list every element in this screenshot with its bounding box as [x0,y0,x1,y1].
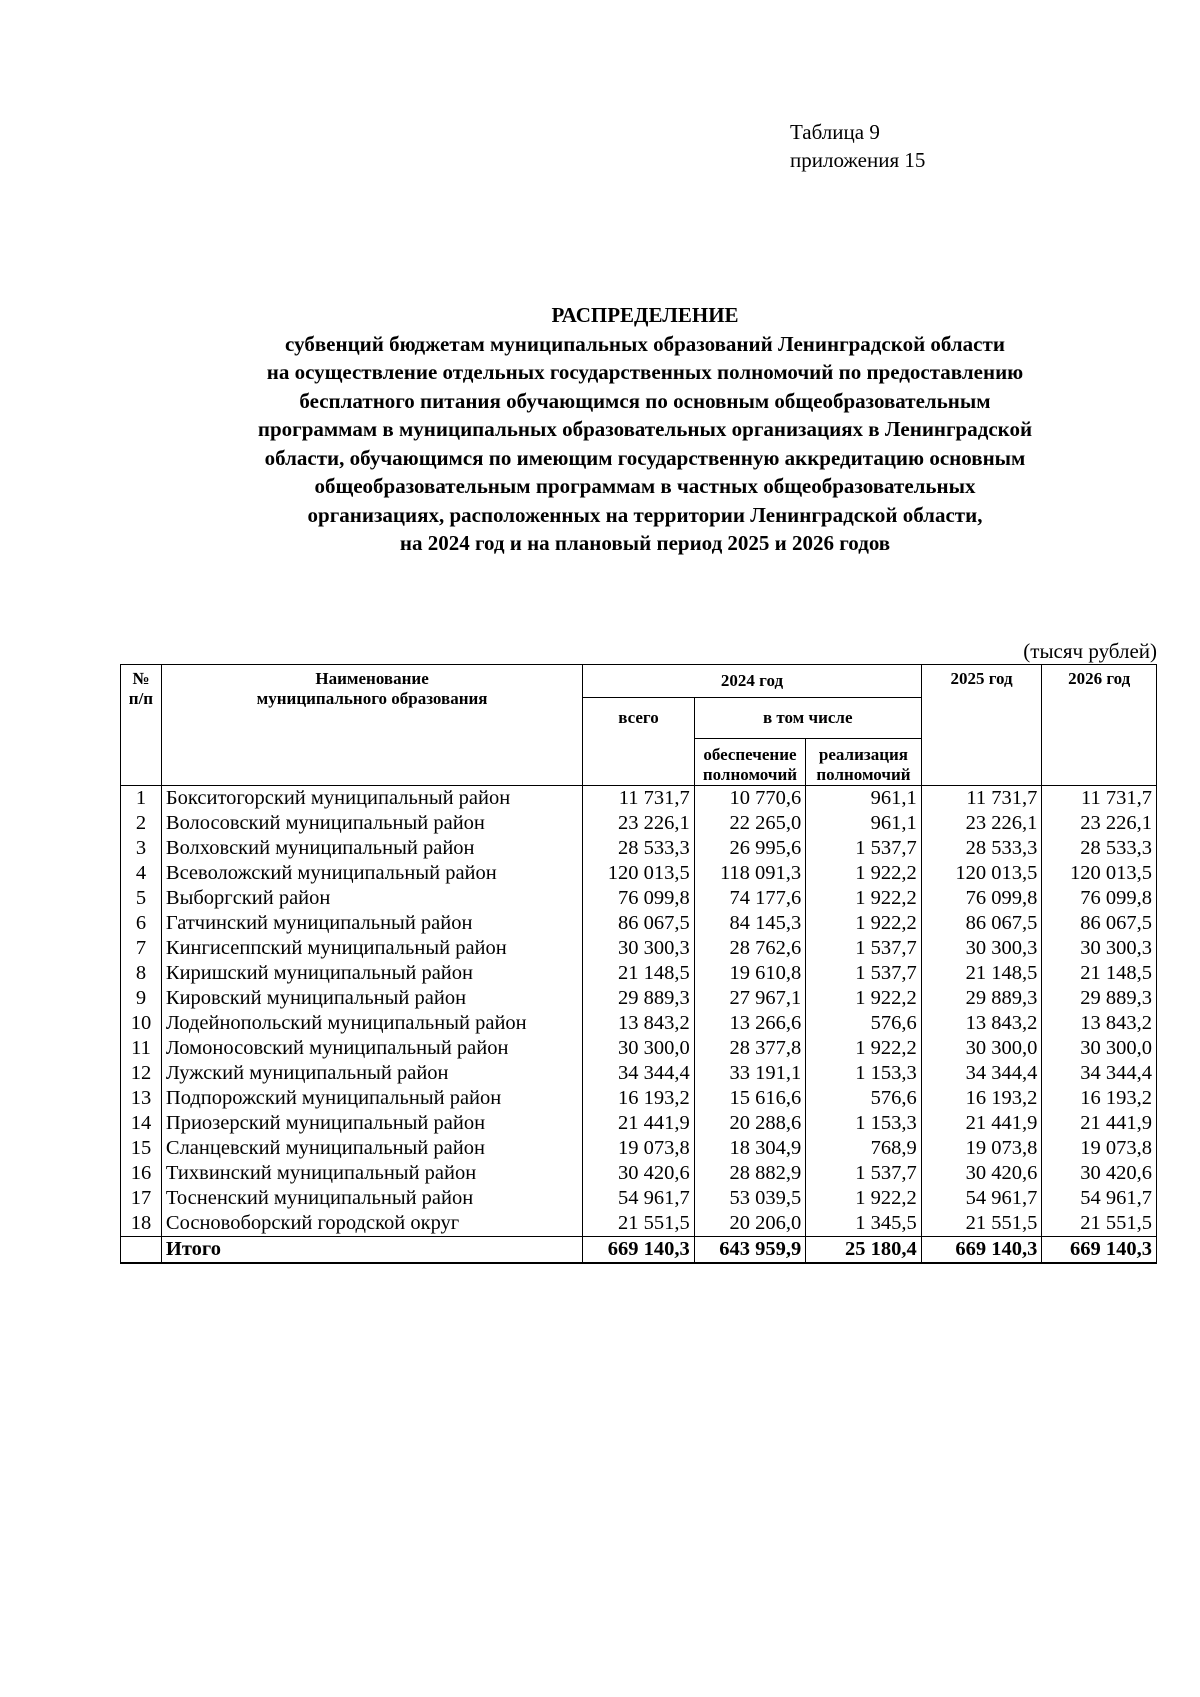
value-implementation-2024: 961,1 [806,811,922,836]
value-provision-2024: 28 377,8 [694,1036,805,1061]
header-number [121,665,162,786]
value-total-2024: 54 961,7 [583,1186,694,1211]
row-index: 1 [121,786,162,812]
value-2025: 11 731,7 [921,786,1042,812]
table-row [121,986,1157,1011]
row-index: 9 [121,986,162,1011]
municipality-name: Лодейнопольский муниципальный район [161,1011,582,1036]
header-implementation [806,739,922,786]
value-provision-2024: 33 191,1 [694,1061,805,1086]
value-2026: 54 961,7 [1042,1186,1157,1211]
table-row [121,961,1157,986]
total-provision: 643 959,9 [694,1237,805,1264]
title-line: на 2024 год и на плановый период 2025 и 2026 годов [399,531,891,555]
value-2025: 34 344,4 [921,1061,1042,1086]
total-2026: 669 140,3 [1042,1237,1157,1264]
value-2026: 86 067,5 [1042,911,1157,936]
municipality-name: Кировский муниципальный район [161,986,582,1011]
value-2026: 11 731,7 [1042,786,1157,812]
value-2025: 21 551,5 [921,1211,1042,1237]
value-2026: 16 193,2 [1042,1086,1157,1111]
table-row [121,1161,1157,1186]
value-implementation-2024: 576,6 [806,1011,922,1036]
value-implementation-2024: 961,1 [806,786,922,812]
value-2025: 21 441,9 [921,1111,1042,1136]
value-2026: 28 533,3 [1042,836,1157,861]
value-implementation-2024: 1 922,2 [806,1036,922,1061]
value-2025: 120 013,5 [921,861,1042,886]
table-row [121,1011,1157,1036]
title-line: программам в муниципальных образовательных организациях в Ленинградской [257,417,1033,441]
value-2025: 21 148,5 [921,961,1042,986]
value-total-2024: 30 300,0 [583,1036,694,1061]
header-name [161,665,582,786]
header-text: полномочий [702,765,798,784]
appendix-number: приложения 15 [790,148,926,172]
value-total-2024: 30 300,3 [583,936,694,961]
value-provision-2024: 20 288,6 [694,1111,805,1136]
value-total-2024: 120 013,5 [583,861,694,886]
value-provision-2024: 15 616,6 [694,1086,805,1111]
value-implementation-2024: 1 345,5 [806,1211,922,1237]
value-provision-2024: 22 265,0 [694,811,805,836]
value-2025: 76 099,8 [921,886,1042,911]
header-total: всего [583,698,694,786]
value-2025: 86 067,5 [921,911,1042,936]
row-index: 15 [121,1136,162,1161]
table-body [121,786,1157,1264]
value-2026: 30 300,0 [1042,1036,1157,1061]
value-implementation-2024: 1 537,7 [806,1161,922,1186]
value-2025: 29 889,3 [921,986,1042,1011]
document-title [0,301,1200,558]
value-provision-2024: 27 967,1 [694,986,805,1011]
value-total-2024: 76 099,8 [583,886,694,911]
municipality-name: Тосненский муниципальный район [161,1186,582,1211]
row-index: 7 [121,936,162,961]
value-provision-2024: 53 039,5 [694,1186,805,1211]
total-label: Итого [161,1237,582,1264]
municipality-name: Кингисеппский муниципальный район [161,936,582,961]
value-2026: 13 843,2 [1042,1011,1157,1036]
value-implementation-2024: 1 922,2 [806,1186,922,1211]
table-row [121,936,1157,961]
row-index: 10 [121,1011,162,1036]
total-implementation: 25 180,4 [806,1237,922,1264]
value-2025: 30 300,0 [921,1036,1042,1061]
municipality-name: Гатчинский муниципальный район [161,911,582,936]
municipality-name: Сосновоборский городской округ [161,1211,582,1237]
value-total-2024: 21 148,5 [583,961,694,986]
distribution-table [120,664,1157,1264]
value-2025: 54 961,7 [921,1186,1042,1211]
value-implementation-2024: 1 922,2 [806,911,922,936]
table-header [121,665,1157,786]
table-row [121,886,1157,911]
municipality-name: Сланцевский муниципальный район [161,1136,582,1161]
value-2025: 30 420,6 [921,1161,1042,1186]
title-line: РАСПРЕДЕЛЕНИЕ [551,303,739,327]
title-line: на осуществление отдельных государственных полномочий по предоставлению [266,360,1024,384]
table-row [121,1211,1157,1237]
value-implementation-2024: 1 537,7 [806,961,922,986]
municipality-name: Подпорожский муниципальный район [161,1086,582,1111]
row-index: 16 [121,1161,162,1186]
value-2026: 21 551,5 [1042,1211,1157,1237]
value-2025: 30 300,3 [921,936,1042,961]
row-index: 12 [121,1061,162,1086]
value-provision-2024: 28 762,6 [694,936,805,961]
municipality-name: Лужский муниципальный район [161,1061,582,1086]
row-index: 6 [121,911,162,936]
row-index: 3 [121,836,162,861]
value-implementation-2024: 1 922,2 [806,986,922,1011]
value-implementation-2024: 1 537,7 [806,936,922,961]
value-provision-2024: 28 882,9 [694,1161,805,1186]
municipality-name: Ломоносовский муниципальный район [161,1036,582,1061]
row-index: 13 [121,1086,162,1111]
value-2025: 28 533,3 [921,836,1042,861]
header-including: в том числе [694,698,921,739]
header-provision [694,739,805,786]
value-total-2024: 21 551,5 [583,1211,694,1237]
value-implementation-2024: 1 922,2 [806,886,922,911]
header-year-2024: 2024 год [583,665,922,698]
row-index: 2 [121,811,162,836]
value-2026: 19 073,8 [1042,1136,1157,1161]
total-row [121,1237,1157,1264]
value-implementation-2024: 1 153,3 [806,1111,922,1136]
header-text: Наименование [315,669,429,688]
value-total-2024: 86 067,5 [583,911,694,936]
municipality-name: Волховский муниципальный район [161,836,582,861]
value-2025: 23 226,1 [921,811,1042,836]
table-row [121,836,1157,861]
table-row [121,911,1157,936]
table-row [121,1186,1157,1211]
row-index: 5 [121,886,162,911]
table-row [121,1036,1157,1061]
value-2025: 19 073,8 [921,1136,1042,1161]
row-index: 4 [121,861,162,886]
header-text: реализация [818,745,909,764]
value-provision-2024: 10 770,6 [694,786,805,812]
value-2026: 30 300,3 [1042,936,1157,961]
municipality-name: Выборгский район [161,886,582,911]
value-total-2024: 29 889,3 [583,986,694,1011]
value-total-2024: 13 843,2 [583,1011,694,1036]
value-provision-2024: 84 145,3 [694,911,805,936]
value-provision-2024: 20 206,0 [694,1211,805,1237]
value-2026: 29 889,3 [1042,986,1157,1011]
total-index [121,1237,162,1264]
table-number: Таблица 9 [790,120,880,144]
municipality-name: Приозерский муниципальный район [161,1111,582,1136]
value-implementation-2024: 1 153,3 [806,1061,922,1086]
header-text: № [132,669,150,688]
value-2026: 23 226,1 [1042,811,1157,836]
municipality-name: Киришский муниципальный район [161,961,582,986]
document-reference [790,118,925,174]
table-row [121,811,1157,836]
title-line: области, обучающимся по имеющим государственную аккредитацию основным [264,445,1026,470]
value-2026: 34 344,4 [1042,1061,1157,1086]
municipality-name: Волосовский муниципальный район [161,811,582,836]
title-line: бесплатного питания обучающимся по основным общеобразовательным [299,388,991,413]
value-2026: 120 013,5 [1042,861,1157,886]
value-implementation-2024: 576,6 [806,1086,922,1111]
value-2026: 21 441,9 [1042,1111,1157,1136]
value-2026: 30 420,6 [1042,1161,1157,1186]
value-2026: 76 099,8 [1042,886,1157,911]
value-implementation-2024: 1 922,2 [806,861,922,886]
header-year-2026: 2026 год [1042,665,1157,786]
table-row [121,1111,1157,1136]
value-total-2024: 21 441,9 [583,1111,694,1136]
value-2025: 16 193,2 [921,1086,1042,1111]
value-provision-2024: 118 091,3 [694,861,805,886]
title-line: организациях, расположенных на территории Ленинградской области, [307,502,983,527]
table-row [121,786,1157,812]
row-index: 18 [121,1211,162,1237]
value-total-2024: 16 193,2 [583,1086,694,1111]
table-row [121,1136,1157,1161]
value-provision-2024: 74 177,6 [694,886,805,911]
municipality-name: Бокситогорский муниципальный район [161,786,582,812]
row-index: 11 [121,1036,162,1061]
value-total-2024: 28 533,3 [583,836,694,861]
value-provision-2024: 13 266,6 [694,1011,805,1036]
units-label: (тысяч рублей) [1023,639,1157,663]
value-implementation-2024: 768,9 [806,1136,922,1161]
value-total-2024: 11 731,7 [583,786,694,812]
header-text: п/п [128,689,154,708]
title-line: субвенций бюджетам муниципальных образований Ленинградской области [285,331,1005,356]
total-2025: 669 140,3 [921,1237,1042,1264]
title-line: общеобразовательным программам в частных общеобразовательных [314,474,976,498]
municipality-name: Тихвинский муниципальный район [161,1161,582,1186]
value-2026: 21 148,5 [1042,961,1157,986]
table-row [121,861,1157,886]
value-total-2024: 34 344,4 [583,1061,694,1086]
header-text: обеспечение [703,745,797,764]
header-text: полномочий [816,765,911,784]
value-implementation-2024: 1 537,7 [806,836,922,861]
table-row [121,1061,1157,1086]
header-text: муниципального образования [256,689,488,708]
row-index: 8 [121,961,162,986]
header-year-2025: 2025 год [921,665,1042,786]
value-total-2024: 19 073,8 [583,1136,694,1161]
value-2025: 13 843,2 [921,1011,1042,1036]
row-index: 14 [121,1111,162,1136]
value-total-2024: 23 226,1 [583,811,694,836]
value-total-2024: 30 420,6 [583,1161,694,1186]
value-provision-2024: 18 304,9 [694,1136,805,1161]
municipality-name: Всеволожский муниципальный район [161,861,582,886]
total-value: 669 140,3 [583,1237,694,1264]
table-row [121,1086,1157,1111]
value-provision-2024: 26 995,6 [694,836,805,861]
row-index: 17 [121,1186,162,1211]
value-provision-2024: 19 610,8 [694,961,805,986]
